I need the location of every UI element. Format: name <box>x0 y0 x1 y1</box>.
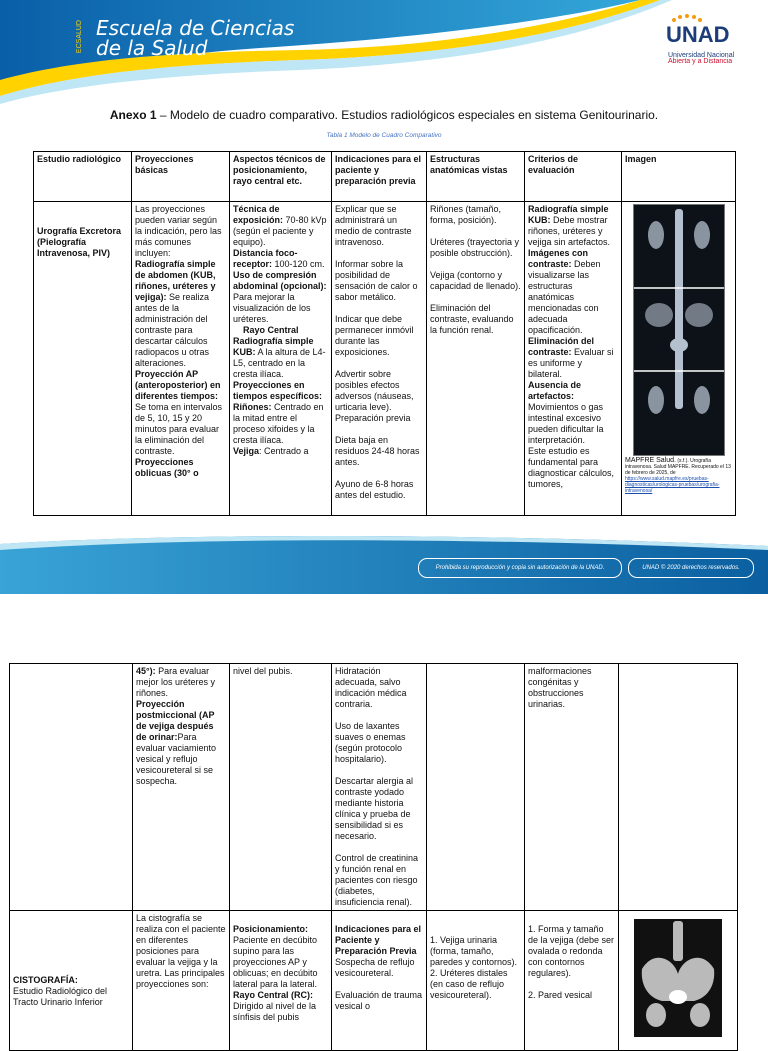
svg-text:UNAD: UNAD <box>666 22 730 47</box>
col-header: Estructuras anatómicas vistas <box>427 152 525 202</box>
text: Se realiza antes de la administración del contraste para descartar cálculos radiopacos u otras alteraciones. <box>135 292 210 368</box>
comparative-table-continued <box>9 663 738 1051</box>
text: Proyecciones en tiempos específicos: <box>233 380 323 401</box>
text: 2. Pared vesical <box>528 990 593 1000</box>
text: Movimientos o gas intestinal excesivo pueden dificultar la interpretación. <box>528 402 604 445</box>
text: Se toma en intervalos de 5, 10, 15 y 20 minutos para evaluar la eliminación del contraste. <box>135 402 223 456</box>
text: Indicar que debe permanecer inmóvil durante las exposiciones. <box>335 314 414 357</box>
study-name: Urografía Excretora (Pielografía Intravenosa, PIV) <box>37 226 122 258</box>
title-bold: Anexo 1 <box>109 108 157 122</box>
image-cell <box>619 911 738 1051</box>
col-header: Indicaciones para el paciente y preparación previa <box>332 152 427 202</box>
text: CISTOGRAFÍA: <box>13 975 78 985</box>
text: Explicar que se administrará un medio de contraste intravenoso. <box>335 204 412 247</box>
text: Uréteres (trayectoria y posible obstrucción). <box>430 237 520 258</box>
text: 1. Vejiga urinaria (forma, tamaño, paredes y contornos). <box>430 935 518 967</box>
indications-cell <box>332 664 427 911</box>
comparative-table <box>33 151 736 516</box>
document-title <box>0 108 768 122</box>
school-name <box>96 18 294 58</box>
image-cell <box>619 664 738 911</box>
anatomy-cell <box>427 664 525 911</box>
projections-cell <box>133 664 230 911</box>
text: Descartar alergia al contraste yodado mediante historia clínica y prueba de sensibilidad si es necesario. <box>335 776 414 841</box>
text: malformaciones congénitas y obstrucciones urinarias. <box>528 666 592 709</box>
text: Estudio Radiológico del Tracto Urinario Inferior <box>13 986 108 1007</box>
col-header: Imagen <box>622 152 736 202</box>
study-cell <box>10 911 133 1051</box>
text: La cistografía se realiza con el paciente en diferentes posiciones para evaluar la vejiga y la uretra. Las principales proyecciones son: <box>136 913 226 989</box>
criteria-cell <box>525 664 619 911</box>
text: nivel del pubis. <box>233 666 293 676</box>
text: Vejiga (contorno y capacidad de llenado). <box>430 270 521 291</box>
technique-cell <box>230 664 332 911</box>
indications-cell <box>332 202 427 516</box>
image-citation <box>625 458 732 494</box>
text: Proyección postmiccional (AP de vejiga después de orinar: <box>136 699 215 742</box>
text: Distancia foco-receptor: <box>233 248 298 269</box>
citation-link[interactable]: https://www.salud.mapfre.es/pruebas-diagnosticas/urologicas-pruebas/urografia-intravenosa/ <box>625 476 720 494</box>
table-row <box>10 664 738 911</box>
footer-notice: Prohibida su reproducción y copia sin autorización de la UNAD. <box>418 558 622 578</box>
col-header: Estudio radiológico <box>34 152 132 202</box>
school-name-line2: de la Salud <box>96 36 208 60</box>
text: Paciente en decúbito supino para las proyecciones AP y oblicuas; en decúbito lateral para la lateral. <box>233 935 318 989</box>
projections-cell <box>132 202 230 516</box>
text: Deben visualizarse las estructuras anatómicas mencionadas con adecuada opacificación. <box>528 259 601 335</box>
text: Ayuno de 6-8 horas antes del estudio. <box>335 479 414 500</box>
text: Este estudio es fundamental para diagnosticar cálculos, tumores, <box>528 446 615 489</box>
logo-line2: Abierta y a Distancia <box>668 58 733 65</box>
logo-line1: Universidad Nacional <box>668 52 735 59</box>
text: Debe mostrar riñones, uréteres y vejiga sin artefactos. <box>528 215 611 247</box>
table-row <box>10 911 738 1051</box>
text: 100-120 cm. <box>272 259 325 269</box>
text: Dieta baja en residuos 24-48 horas antes. <box>335 435 420 467</box>
text: Informar sobre la posibilidad de sensación de calor o sabor metálico. <box>335 259 418 302</box>
image-cell <box>622 202 736 516</box>
text: Sospecha de reflujo vesicoureteral. <box>335 957 415 978</box>
text: Uso de compresión abdominal (opcional): <box>233 270 327 291</box>
school-name-line1: Escuela de Ciencias <box>96 16 295 40</box>
text: Dirigido al nivel de la sínfisis del pubis <box>233 1001 317 1022</box>
title-rest: – Modelo de cuadro comparativo. Estudios radiológicos especiales en sistema Genitourinario. <box>156 108 659 122</box>
text: Evaluación de trauma vesical o <box>335 990 423 1011</box>
text: MAPFRE Salud. <box>625 457 676 464</box>
text: : Centrado a <box>259 446 309 456</box>
text: Uso de laxantes suaves o enemas (según protocolo hospitalario). <box>335 721 406 764</box>
text: Control de creatinina y función renal en pacientes con riesgo (diabetes, insuficiencia renal). <box>335 853 419 907</box>
text: 2. Uréteres distales (en caso de reflujo vesicoureteral). <box>430 968 508 1000</box>
text: Centrado en la mitad entre el proceso xifoides y la cresta ilíaca. <box>233 402 324 445</box>
text: Rayo Central Radiografía simple KUB: <box>233 325 314 357</box>
criteria-cell <box>525 911 619 1051</box>
study-cell <box>10 664 133 911</box>
anatomy-cell <box>427 202 525 516</box>
table-caption: Tabla 1 Modelo de Cuadro Comparativo <box>326 132 442 139</box>
table-header-row <box>34 152 736 202</box>
page-header <box>0 0 768 110</box>
text: Rayo Central (RC): <box>233 990 314 1000</box>
text: Imágenes con contraste: <box>528 248 589 269</box>
cystography-xray-image <box>634 919 722 1037</box>
text: Ausencia de artefactos: <box>528 380 582 401</box>
table-row <box>34 202 736 516</box>
text: Para evaluar vaciamiento vesical y reflujo vesicoureteral si se sospecha. <box>136 732 217 786</box>
text: Las proyecciones pueden variar según la indicación, pero las más comunes incluyen: <box>135 204 222 258</box>
urography-xray-image <box>633 204 725 456</box>
text: 1. Forma y tamaño de la vejiga (debe ser ovalada o redonda con contornos regulares). <box>528 924 615 978</box>
text: Proyecciones oblicuas (30° o <box>135 457 199 478</box>
text: Preparación previa <box>335 413 411 423</box>
text: 45°): <box>136 666 156 676</box>
col-header: Proyecciones básicas <box>132 152 230 202</box>
text: Proyección AP (anteroposterior) en diferentes tiempos: <box>135 369 221 401</box>
col-header: Criterios de evaluación <box>525 152 622 202</box>
text: Evaluar si es uniforme y bilateral. <box>528 347 614 379</box>
text: Para evaluar mejor los uréteres y riñones. <box>136 666 216 698</box>
ecsalud-side-text: ECSALUD <box>76 20 83 54</box>
col-header: Aspectos técnicos de posicionamiento, rayo central etc. <box>230 152 332 202</box>
text: Eliminación del contraste: <box>528 336 595 357</box>
text: Para mejorar la visualización de los uréteres. <box>233 292 311 324</box>
anatomy-cell <box>427 911 525 1051</box>
criteria-cell <box>525 202 622 516</box>
text: Radiografía simple de abdomen (KUB, riñones, uréteres y vejiga): <box>135 259 216 302</box>
text: Técnica de exposición: <box>233 204 284 225</box>
text: Vejiga <box>233 446 260 456</box>
text: Hidratación adecuada, salvo indicación médica contraria. <box>335 666 407 709</box>
indications-cell <box>332 911 427 1051</box>
text: Riñones (tamaño, forma, posición). <box>430 204 502 225</box>
text: A la altura de L4-L5, centrado en la cresta ilíaca. <box>233 347 326 379</box>
text: 70-80 kVp (según el paciente y equipo). <box>233 215 327 247</box>
text: Riñones: <box>233 402 272 412</box>
text: Radiografía simple KUB: <box>528 204 609 225</box>
study-cell <box>34 202 132 516</box>
text: (s.f.). Urografía intravenosa. Salud MAPFRE. Recuperado el 13 de febrero de 2025, de <box>625 458 731 476</box>
text: Indicaciones para el Paciente y Preparación Previa <box>335 924 422 956</box>
technique-cell <box>230 202 332 516</box>
technique-cell <box>230 911 332 1051</box>
text: Posicionamiento: <box>233 924 309 934</box>
text: Eliminación del contraste, evaluando la función renal. <box>430 303 514 335</box>
projections-cell <box>133 911 230 1051</box>
footer-copyright: UNAD © 2020 derechos reservados. <box>628 558 754 578</box>
text: Advertir sobre posibles efectos adversos (náuseas, urticaria leve). <box>335 369 414 412</box>
